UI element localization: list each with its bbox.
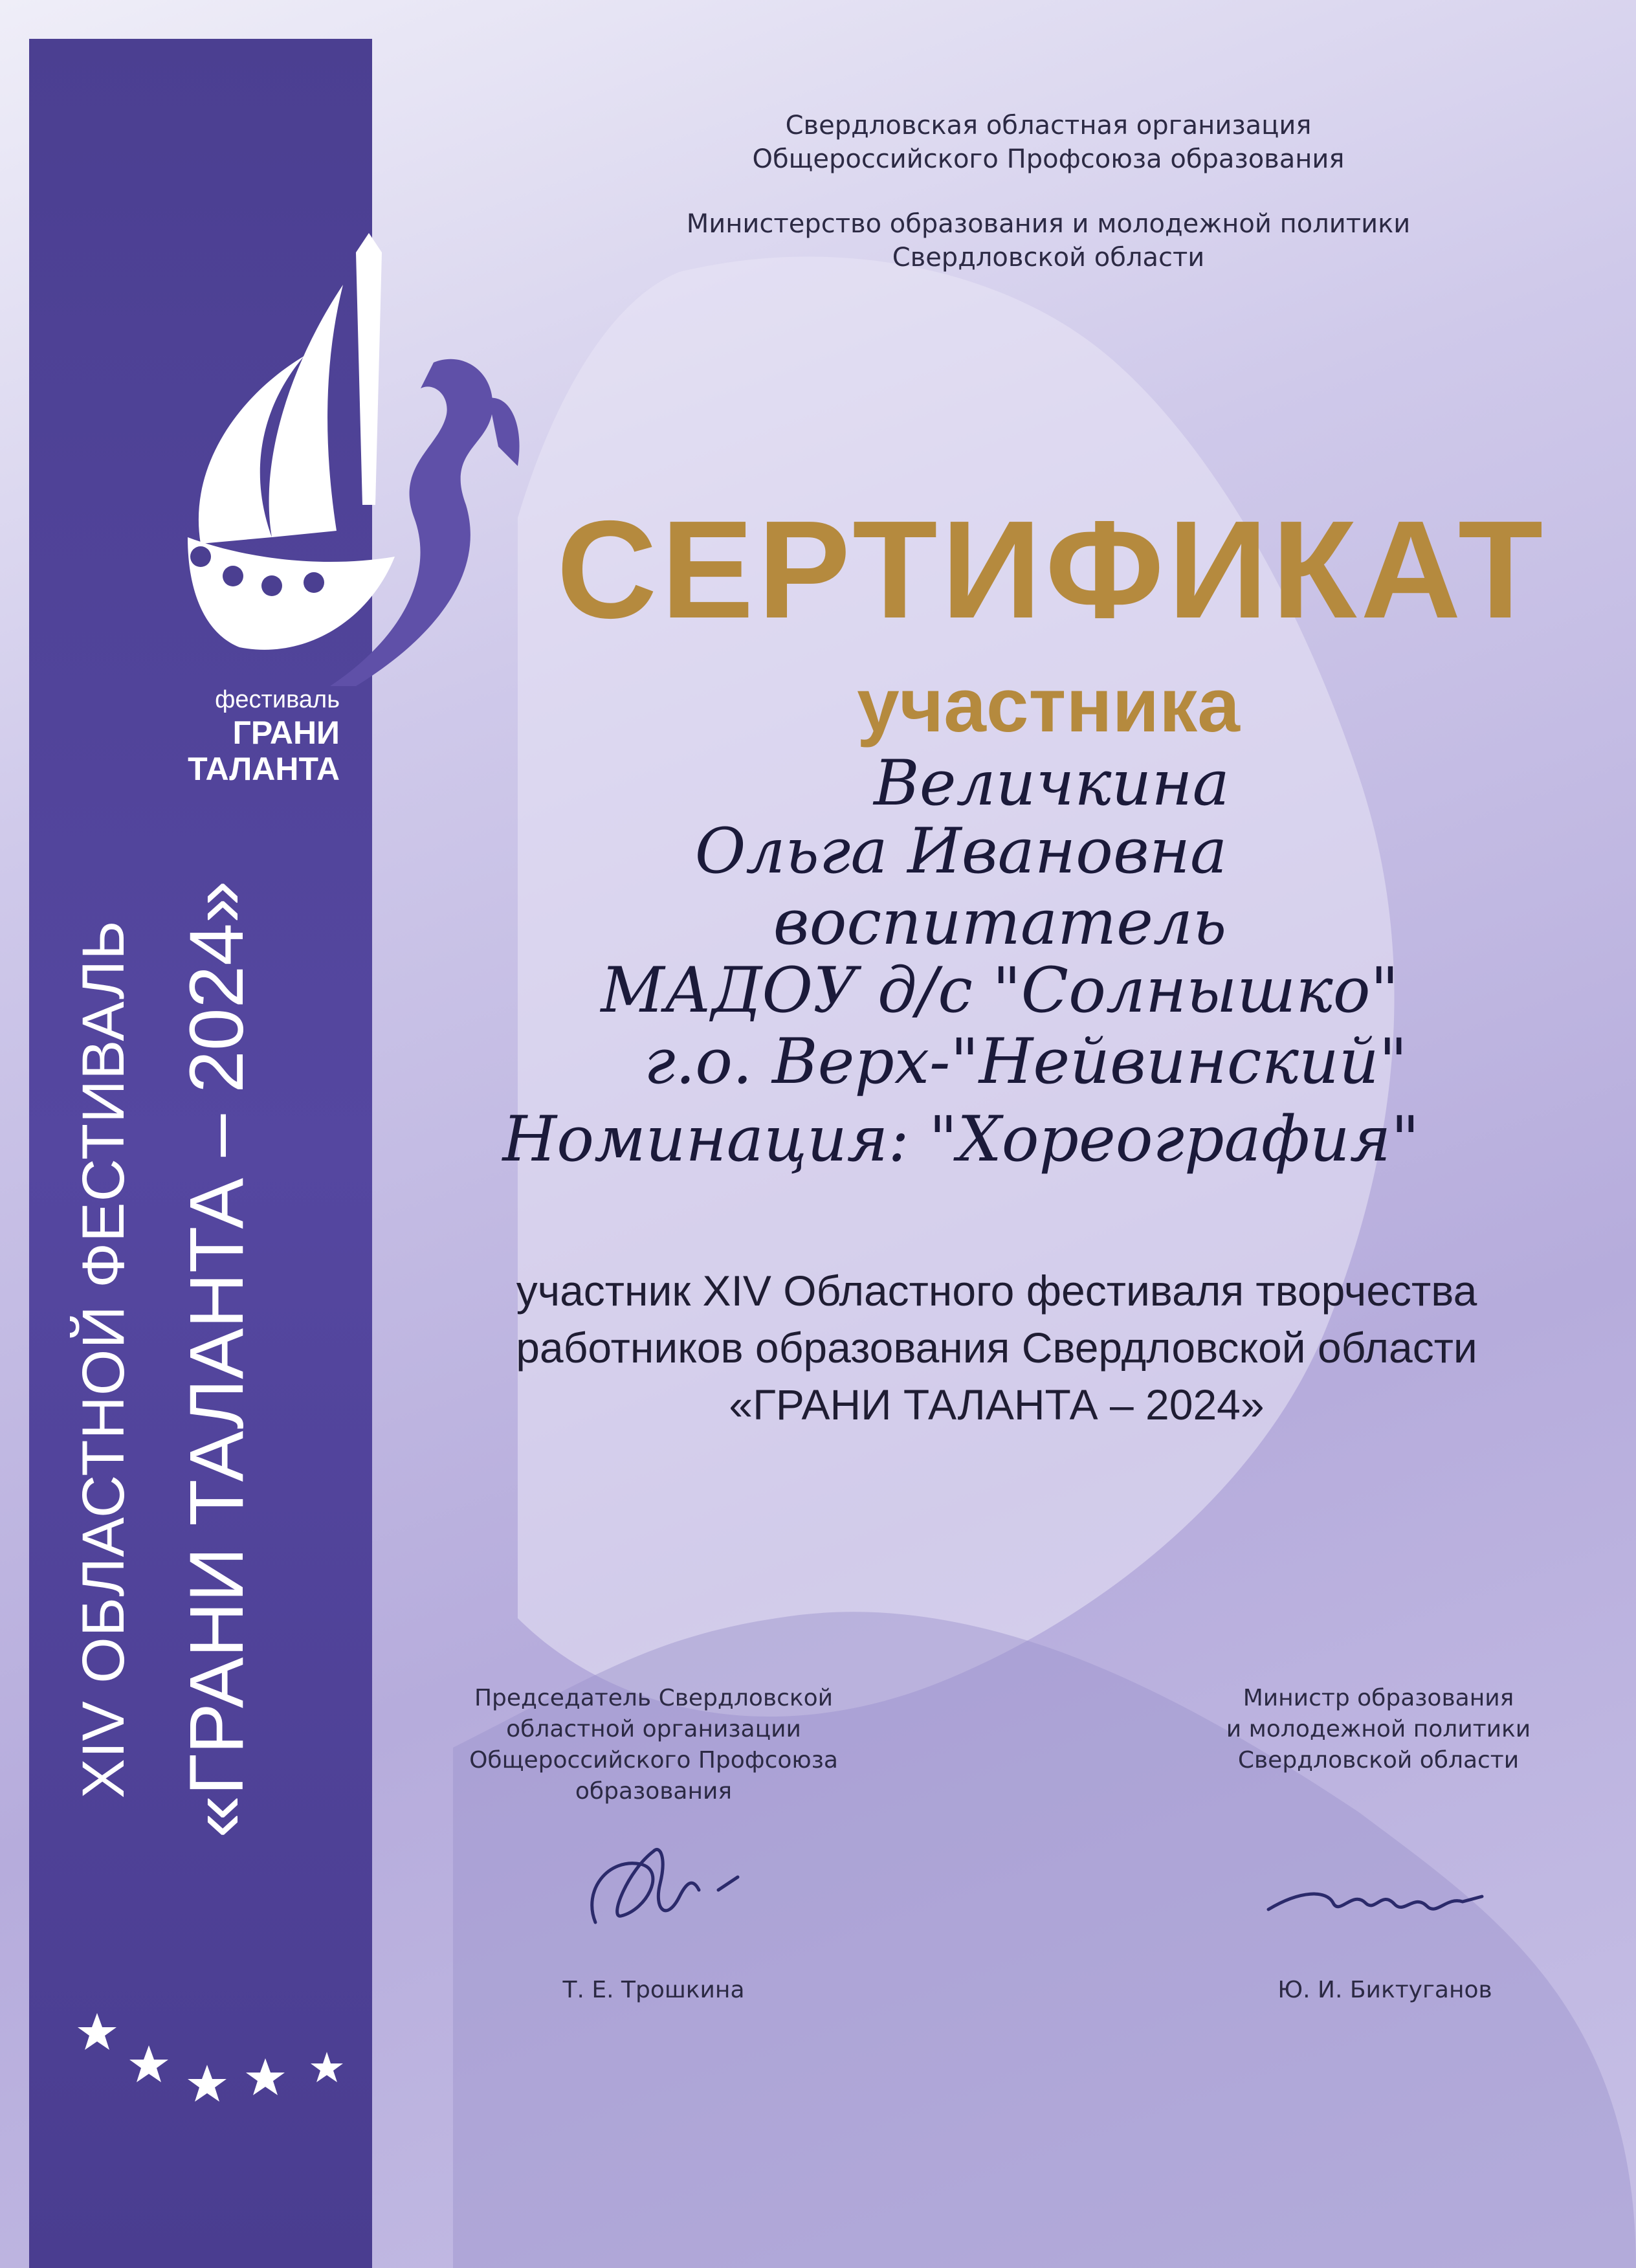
recipient-name: Ольга Ивановна bbox=[694, 815, 1228, 887]
ministry-line1: Министерство образования и молодежной политики bbox=[686, 209, 1411, 239]
left-title-line3: Общероссийского Профсоюза bbox=[469, 1747, 838, 1773]
left-title-line4: образования bbox=[575, 1778, 733, 1805]
logo-line1: фестиваль bbox=[215, 686, 340, 713]
right-signatory-title bbox=[1197, 1683, 1560, 1776]
left-signatory-title bbox=[440, 1683, 867, 1807]
right-signatory-name: Ю. И. Биктуганов bbox=[1277, 1977, 1492, 2003]
sidebar-line2: «ГРАНИ ТАЛАНТА – 2024» bbox=[174, 880, 260, 1838]
logo-line2: ГРАНИ bbox=[232, 715, 340, 751]
right-title-line1: Министр образования bbox=[1243, 1685, 1514, 1711]
right-title-line3: Свердловской области bbox=[1237, 1747, 1520, 1773]
organization-header bbox=[569, 109, 1527, 176]
recipient-surname: Величкина bbox=[874, 747, 1230, 819]
recipient-locality: г.о. Верх-"Нейвинский" bbox=[644, 1025, 1408, 1098]
left-signature bbox=[569, 1832, 764, 1948]
certificate-subtitle: участника bbox=[857, 663, 1240, 748]
logo-text bbox=[165, 685, 340, 787]
sidebar-line1: XIV ОБЛАСТНОЙ ФЕСТИВАЛЬ bbox=[71, 920, 137, 1799]
recipient-position: воспитатель bbox=[773, 886, 1227, 959]
left-title-line1: Председатель Свердловской bbox=[474, 1685, 834, 1711]
recipient-nomination: Номинация: "Хореография" bbox=[502, 1103, 1420, 1175]
description-line3: «ГРАНИ ТАЛАНТА – 2024» bbox=[729, 1381, 1265, 1429]
description-line1: участник XIV Областного фестиваля творчества bbox=[516, 1267, 1477, 1315]
org-line2: Общероссийского Профсоюза образования bbox=[752, 144, 1345, 174]
left-signatory-name: Т. Е. Трошкина bbox=[562, 1977, 745, 2003]
right-title-line2: и молодежной политики bbox=[1226, 1716, 1531, 1742]
left-title-line2: областной организации bbox=[506, 1716, 801, 1742]
ministry-header bbox=[569, 207, 1527, 274]
recipient-institution: МАДОУ д/с "Солнышко" bbox=[601, 954, 1399, 1027]
description-line2: работников образования Свердловской области bbox=[516, 1324, 1477, 1372]
stars-decoration-icon bbox=[78, 2007, 362, 2136]
certificate-description bbox=[440, 1262, 1553, 1433]
ministry-line2: Свердловской области bbox=[892, 243, 1205, 272]
sidebar-festival-title bbox=[65, 757, 337, 1961]
org-line1: Свердловская областная организация bbox=[785, 111, 1312, 140]
logo-line3: ТАЛАНТА bbox=[188, 751, 340, 787]
certificate-title: СЕРТИФИКАТ bbox=[557, 491, 1547, 647]
right-signature bbox=[1262, 1864, 1495, 1942]
